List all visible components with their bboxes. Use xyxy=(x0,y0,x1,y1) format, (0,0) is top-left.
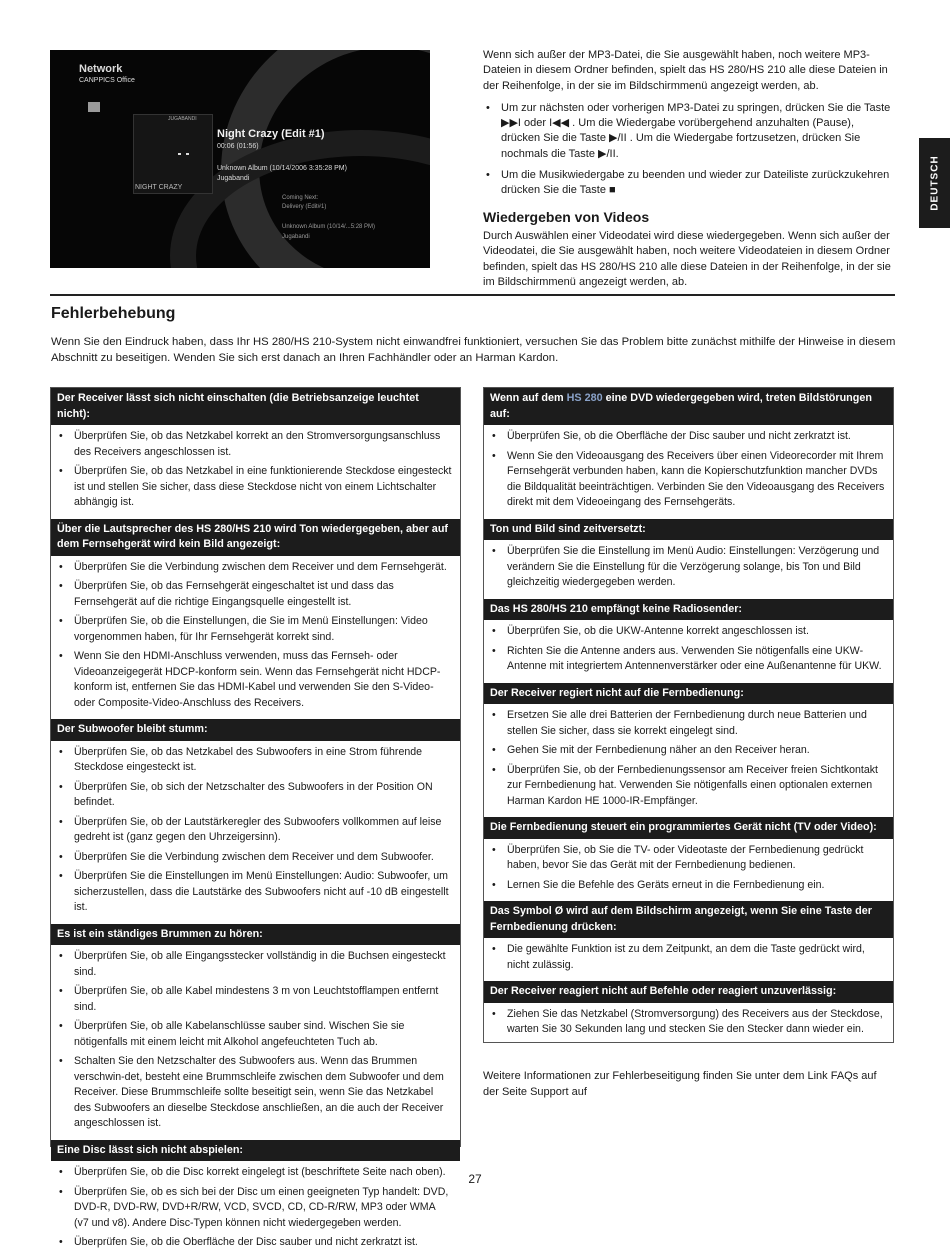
list-item: • Überprüfen Sie die Einstellung im Menü Audio: Einstellungen: Verzögerung und verändern Sie die Einstellung für die Verzögerung solange, bis Ton und Bild gleichzeitig wiedergegeben werden. xyxy=(490,544,885,591)
album-art-caption-top: JUGABANDI xyxy=(168,116,197,122)
list-item: • Wenn Sie den Videoausgang des Receivers über einen Videorecorder mit Ihrem Fernsehgerät verbunden haben, kann die Kopierschutzfunktion mancher DVDs die Bildqualität beeinträchtigen. Verbinden Sie den Videoausgang des Receivers direkt mit dem Videoeingang des Fernsehgeräts. xyxy=(490,449,885,511)
list-item: • Überprüfen Sie, ob die Oberfläche der Disc sauber und nicht zerkratzt ist. xyxy=(490,429,885,445)
problem-heading: Der Receiver regiert nicht auf die Fernbedienung: xyxy=(484,683,893,705)
list-item: • Überprüfen Sie, ob das Fernsehgerät eingeschaltet ist und dass das Fernsehgerät auf die richtige Eingangsquelle eingestellt ist. xyxy=(57,579,452,610)
list-item: • Lernen Sie die Befehle des Geräts erneut in die Fernbedienung ein. xyxy=(490,878,885,894)
menu-screenshot xyxy=(50,50,430,268)
problem-heading: Es ist ein ständiges Brummen zu hören: xyxy=(51,924,460,946)
list-item: • Überprüfen Sie die Verbindung zwischen dem Receiver und dem Subwoofer. xyxy=(57,850,452,866)
list-item: • Überprüfen Sie, ob Sie die TV- oder Videotaste der Fernbedienung gedrückt haben, bevor Sie das Gerät mit der Fernbedienung bedienen. xyxy=(490,843,885,874)
troubleshooting-left-column xyxy=(50,387,461,1248)
video-heading: Wiedergeben von Videos xyxy=(483,208,650,225)
language-tab xyxy=(919,138,950,228)
song-duration: 00:06 (01:56) xyxy=(217,143,259,150)
song-title: Night Crazy (Edit #1) xyxy=(217,128,325,140)
list-item: • Überprüfen Sie, ob das Netzkabel korrekt an den Stromversorgungsanschluss des Receivers angeschlossen ist. xyxy=(57,429,452,460)
album-art xyxy=(133,114,213,194)
lead-text: Wenn Sie den Eindruck haben, dass Ihr HS 280/HS 210-System nicht einwandfrei funktioniert, versuchen Sie das Problem bitte zunächst mithilfe der Hinweise in diesem Abschnitt zu beseitigen. Wenden Sie sich erst danach an Ihren Fachhändler oder an Harman Kardon. xyxy=(51,336,896,364)
problem-heading: Ton und Bild sind zeitversetzt: xyxy=(484,519,893,541)
list-item: • Überprüfen Sie, ob die Disc korrekt eingelegt ist (beschriftete Seite nach oben). xyxy=(57,1165,452,1181)
artist-name: Jugabandi xyxy=(217,175,250,182)
problem-heading: Das HS 280/HS 210 empfängt keine Radiosender: xyxy=(484,599,893,621)
problem-heading: Der Subwoofer bleibt stumm: xyxy=(51,719,460,741)
list-item: • Ziehen Sie das Netzkabel (Stromversorgung) des Receivers aus der Steckdose, warten Sie 30 Sekunden lang und stecken Sie den Stecker dann wieder ein. xyxy=(490,1007,885,1038)
troubleshooting-title: Fehlerbehebung xyxy=(51,305,176,322)
list-item: • Überprüfen Sie, ob das Netzkabel in eine funktionierende Steckdose eingesteckt ist und stellen Sie sicher, dass diese Steckdose nicht von einem Lichtschalter abhängig ist. xyxy=(57,464,452,511)
list-item: • Überprüfen Sie, ob alle Eingangsstecker vollständig in die Buchsen eingesteckt sind. xyxy=(57,949,452,980)
further-info-note: Weitere Informationen zur Fehlerbeseitigung finden Sie unter dem Link FAQs auf der Seite Support auf xyxy=(483,1070,877,1098)
network-label: Network xyxy=(79,63,123,75)
list-item: • Überprüfen Sie, ob die Einstellungen, die Sie im Menü Einstellungen: Video vorgenommen haben, für Ihr Fernsehgerät korrekt sind. xyxy=(57,614,452,645)
problem-heading: Eine Disc lässt sich nicht abspielen: xyxy=(51,1140,460,1162)
problem-heading: Über die Lautsprecher des HS 280/HS 210 wird Ton wiedergegeben, aber auf dem Fernsehgerät wird kein Bild angezeigt: xyxy=(51,519,460,556)
list-item: • Überprüfen Sie, ob alle Kabelanschlüsse sauber sind. Wischen Sie sie nötigenfalls mit einem leicht mit Alkohol angefeuchteten Tuch ab. xyxy=(57,1019,452,1050)
album-name: Unknown Album (10/14/2006 3:35:28 PM) xyxy=(217,165,347,172)
troubleshooting-lead xyxy=(51,334,896,366)
problem-section xyxy=(484,599,893,683)
coming-next-label: Coming Next: xyxy=(282,195,319,201)
problem-heading: Das Symbol Ø wird auf dem Bildschirm angezeigt, wenn Sie eine Taste der Fernbedienung drücken: xyxy=(484,901,893,938)
mp3-bullets xyxy=(483,101,895,199)
next-track: Delivery (Edit#1) xyxy=(282,204,327,210)
page-number: 27 xyxy=(468,1172,482,1186)
list-item: • Überprüfen Sie, ob der Fernbedienungssensor am Receiver freien Sichtkontakt zur Fernbedienung hat. Verwenden Sie nötigenfalls einen optionalen externen Harman Kardon HE 1000-IR-Empfänger. xyxy=(490,763,885,810)
list-item: • Wenn Sie den HDMI-Anschluss verwenden, muss das Fernseh- oder Videoanzeigegerät HDCP-konform sein. Wenn das Fernsehgerät nicht HDCP-konform ist, entfernen Sie das HDMI-Kabel und verwenden Sie den S-Video- oder Composite-Video-Anschluss des Receivers. xyxy=(57,649,452,711)
model-highlight: HS 280 xyxy=(566,392,603,404)
list-item: • Überprüfen Sie, ob es sich bei der Disc um einen geeigneten Typ handelt: DVD, DVD-R, DVD-RW, DVD+R/RW, VCD, SVCD, CD, CD-R/RW, MP3 oder WMA (v7 und v8). Andere Disc-Typen können nicht wiedergegeben werden. xyxy=(57,1185,452,1232)
video-paragraph: Durch Auswählen einer Videodatei wird diese wiedergegeben. Wenn sich außer der Videodatei, die Sie ausgewählt haben, noch weitere Videodateien in diesem Ordner befinden, spielt das HS 280/HS 210 alle diese Dateien in der Reihenfolge, in der sie im Bildschirmmenü angezeigt werden, ab. xyxy=(483,229,891,288)
problem-section xyxy=(484,388,893,519)
problem-heading: Der Receiver lässt sich nicht einschalten (die Betriebsanzeige leuchtet nicht): xyxy=(51,388,460,425)
problem-section xyxy=(51,388,460,519)
list-item: • Ersetzen Sie alle drei Batterien der Fernbedienung durch neue Batterien und stellen Sie sicher, dass sie korrekt eingelegt sind. xyxy=(490,708,885,739)
heading-text: Wenn auf dem xyxy=(490,392,567,404)
list-item: • Überprüfen Sie, ob der Lautstärkeregler des Subwoofers vollkommen auf leise gedreht ist (ganz gegen den Uhrzeigersinn). xyxy=(57,815,452,846)
cat-eye-icon xyxy=(186,153,189,155)
section-divider xyxy=(50,294,895,296)
intro-column xyxy=(483,48,895,297)
album-art-caption: NIGHT CRAZY xyxy=(135,184,183,191)
problem-heading xyxy=(484,388,893,425)
problem-section xyxy=(484,519,893,599)
folder-icon xyxy=(88,102,100,112)
location-label: CANPPICS Office xyxy=(79,77,135,84)
problem-heading: Die Fernbedienung steuert ein programmiertes Gerät nicht (TV oder Video): xyxy=(484,817,893,839)
language-tab-label: DEUTSCH xyxy=(929,155,940,211)
problem-section xyxy=(484,683,893,818)
list-item: • Schalten Sie den Netzschalter des Subwoofers aus. Wenn das Brummen verschwin-det, besteht eine Brummschleife zwischen dem Subwoofer und dem Receiver. Diese Brummschleife sollte beseitigt sein, wenn Sie das Netzkabel des Subwoofers an dieselbe Steckdose anschließen, an die auch der Receiver angeschlossen ist. xyxy=(57,1054,452,1132)
list-item: • Gehen Sie mit der Fernbedienung näher an den Receiver heran. xyxy=(490,743,885,759)
problem-heading: Der Receiver reagiert nicht auf Befehle oder reagiert unzuverlässig: xyxy=(484,981,893,1003)
heading-text: eine DVD wiedergegeben wird, treten Bildstörungen auf: xyxy=(490,392,872,420)
list-item: • Die gewählte Funktion ist zu dem Zeitpunkt, an dem die Taste gedrückt wird, nicht zulässig. xyxy=(490,942,885,973)
cat-eye-icon xyxy=(178,153,181,155)
problem-section xyxy=(51,924,460,1140)
list-item: • Überprüfen Sie, ob die Oberfläche der Disc sauber und nicht zerkratzt ist. xyxy=(57,1235,452,1251)
problem-section xyxy=(484,817,893,901)
problem-section xyxy=(51,519,460,720)
problem-section xyxy=(51,719,460,924)
list-item: • Überprüfen Sie, ob alle Kabel mindestens 3 m von Leuchtstofflampen entfernt sind. xyxy=(57,984,452,1015)
list-item: • Überprüfen Sie die Einstellungen im Menü Einstellungen: Audio: Subwoofer, um sicherzustellen, dass die Lautstärke des Subwoofers nicht auf -10 dB eingestellt ist. xyxy=(57,869,452,916)
list-item: • Um zur nächsten oder vorherigen MP3-Datei zu springen, drücken Sie die Taste ▶▶I oder I◀◀ . Um die Wiedergabe vorübergehend anzuhalten (Pause), drücken Sie die Taste ▶/II . Um die Wiedergabe fortzusetzen, drücken Sie nochmals die Taste ▶/II. xyxy=(483,101,895,162)
list-item: • Um die Musikwiedergabe zu beenden und wieder zur Dateiliste zurückzukehren drücken Sie die Taste ■ xyxy=(483,168,895,199)
troubleshooting-right-column xyxy=(483,387,894,1043)
mp3-paragraph: Wenn sich außer der MP3-Datei, die Sie ausgewählt haben, noch weitere MP3-Dateien in diesem Ordner befinden, spielt das HS 280/HS 210 alle diese Dateien in der Reihenfolge, in der sie im Bildschirmmenü angezeigt werden, ab. xyxy=(483,49,888,92)
next-album: Unknown Album (10/14/...5:28 PM) xyxy=(282,224,376,230)
problem-section xyxy=(484,981,893,1046)
list-item: • Überprüfen Sie die Verbindung zwischen dem Receiver und dem Fernsehgerät. xyxy=(57,560,452,576)
list-item: • Überprüfen Sie, ob das Netzkabel des Subwoofers in eine Strom führende Steckdose eingesteckt ist. xyxy=(57,745,452,776)
list-item: • Überprüfen Sie, ob die UKW-Antenne korrekt angeschlossen ist. xyxy=(490,624,885,640)
list-item: • Überprüfen Sie, ob sich der Netzschalter des Subwoofers in der Position ON befindet. xyxy=(57,780,452,811)
list-item: • Richten Sie die Antenne anders aus. Verwenden Sie nötigenfalls eine UKW-Antenne mit integriertem Antennenverstärker oder eine Außenantenne für UKW. xyxy=(490,644,885,675)
problem-section xyxy=(484,901,893,981)
problem-section xyxy=(51,1140,460,1259)
next-artist: Jugabandi xyxy=(282,234,310,240)
